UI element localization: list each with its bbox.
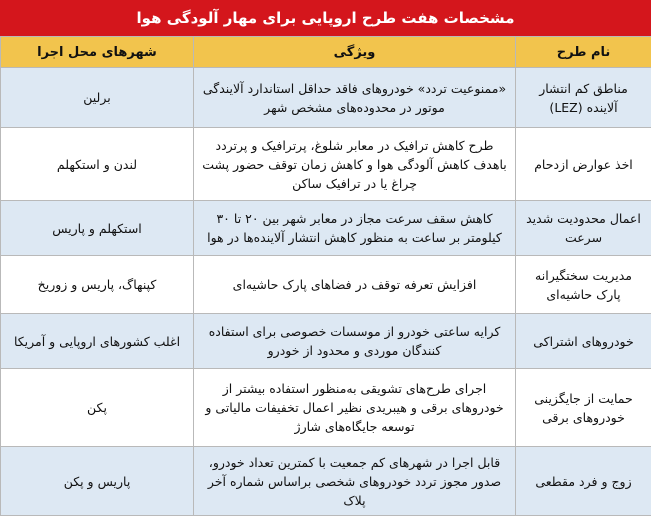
cell-cities: استکهلم و پاریس <box>1 201 194 256</box>
table-row <box>1 68 651 128</box>
table-row <box>1 314 651 369</box>
table-row <box>1 201 651 256</box>
header-cities: شهرهای محل اجرا <box>1 37 194 68</box>
cell-cities: کپنهاگ، پاریس و زوریخ <box>1 256 194 314</box>
cell-feature: قابل اجرا در شهرهای کم جمعیت با کمترین تعداد خودرو، صدور مجوز تردد خودروهای شخصی براساس شماره آخر پلاک <box>194 447 516 516</box>
cell-feature: کرایه ساعتی خودرو از موسسات خصوصی برای استفاده کنندگان موردی و محدود از خودرو <box>194 314 516 369</box>
cell-name: اخذ عوارض ازدحام <box>516 128 651 201</box>
header-name: نام طرح <box>516 37 651 68</box>
header-row <box>1 37 651 68</box>
cell-name: خودروهای اشتراکی <box>516 314 651 369</box>
header-feature: ویژگی <box>194 37 516 68</box>
cell-name: اعمال محدودیت شدید سرعت <box>516 201 651 256</box>
cell-feature: اجرای طرح‌های تشویقی به‌منظور استفاده بیشتر از خودروهای برقی و هیبریدی نظیر اعمال تخفیفات مالیاتی و توسعه جایگاه‌های شارژ <box>194 369 516 447</box>
cell-cities: پکن <box>1 369 194 447</box>
cell-cities: پاریس و پکن <box>1 447 194 516</box>
table-title: مشخصات هفت طرح اروپایی برای مهار آلودگی هوا <box>0 0 651 36</box>
table-row <box>1 369 651 447</box>
cell-name: زوج و فرد مقطعی <box>516 447 651 516</box>
table-row <box>1 128 651 201</box>
cell-feature: افزایش تعرفه توقف در فضاهای پارک حاشیه‌ای <box>194 256 516 314</box>
table-row <box>1 256 651 314</box>
table-row <box>1 447 651 516</box>
cell-name: مناطق کم انتشار آلاینده (LEZ) <box>516 68 651 128</box>
cell-cities: اغلب کشورهای اروپایی و آمریکا <box>1 314 194 369</box>
data-table <box>0 36 651 516</box>
cell-name: مدیریت سختگیرانه پارک حاشیه‌ای <box>516 256 651 314</box>
cell-cities: برلین <box>1 68 194 128</box>
cell-feature: طرح کاهش ترافیک در معابر شلوغ، پرترافیک و پرتردد باهدف کاهش آلودگی هوا و کاهش زمان توقف حضور پشت چراغ یا در ترافیک ساکن <box>194 128 516 201</box>
cell-name: حمایت از جایگزینی خودروهای برقی <box>516 369 651 447</box>
cell-feature: «ممنوعیت تردد» خودروهای فاقد حداقل استاندارد آلایندگی موتور در محدوده‌های مشخص شهر <box>194 68 516 128</box>
cell-feature: کاهش سقف سرعت مجاز در معابر شهر بین ۲۰ تا ۳۰ کیلومتر بر ساعت به منظور کاهش انتشار آلاینده‌ها در هوا <box>194 201 516 256</box>
cell-cities: لندن و استکهلم <box>1 128 194 201</box>
